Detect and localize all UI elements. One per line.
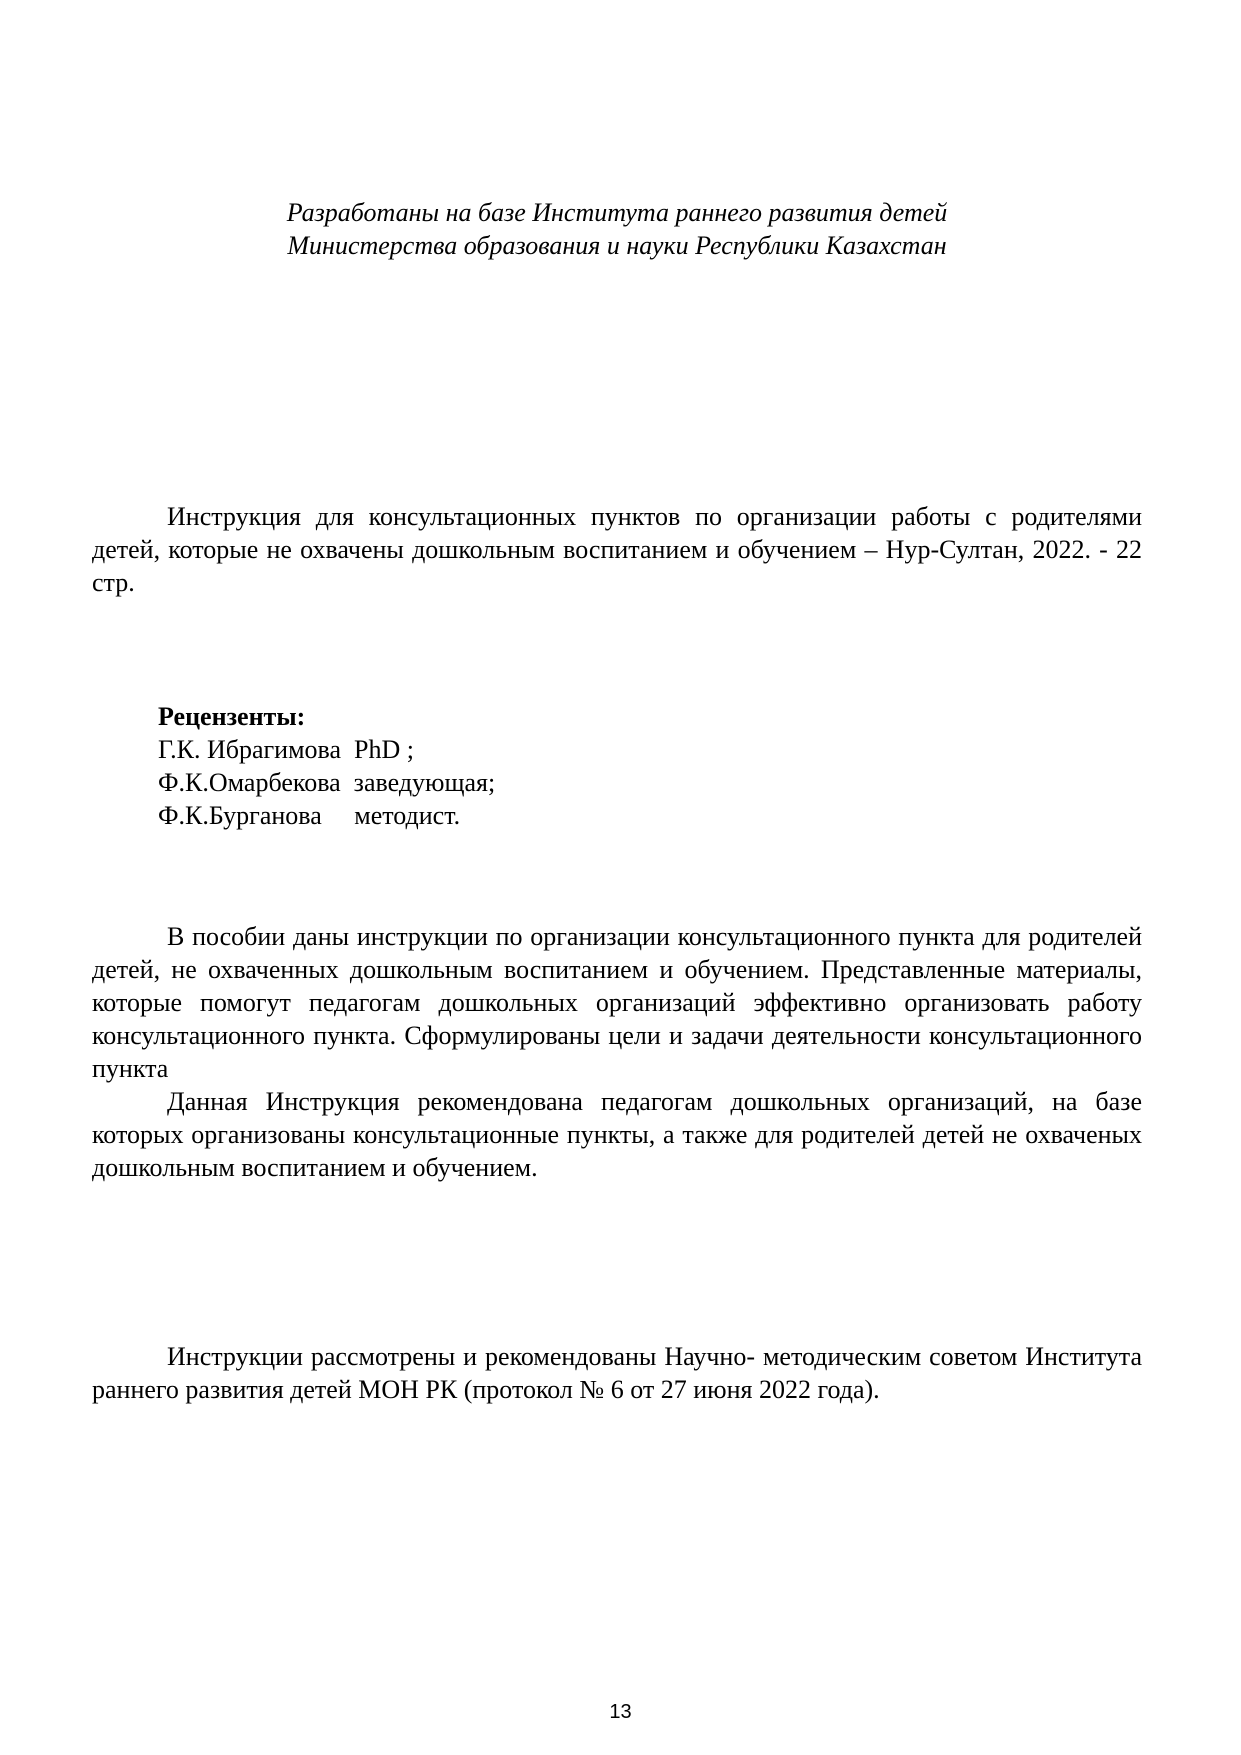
reviewer-item: Г.К. Ибрагимова PhD ; — [158, 735, 414, 764]
reviewers-heading: Рецензенты: — [158, 702, 306, 731]
reviewer-item: Ф.К.Омарбекова заведующая; — [158, 768, 496, 797]
abstract-paragraph: Данная Инструкция рекомендована педагогам дошкольных организаций, на базе которых организованы консультационные пункты, а также для родителей детей не охваченых дошкольным воспитанием и обучением. — [92, 1087, 1142, 1182]
approval-section — [92, 1340, 1142, 1406]
header-line-ministry: Министерства образования и науки Республики Казахстан — [287, 231, 947, 260]
document-header — [92, 196, 1142, 262]
reviewers-section — [158, 700, 958, 832]
citation-text: Инструкция для консультационных пунктов по организации работы с родителями детей, которые не охвачены дошкольным воспитанием и обучением – Нур-Султан, 2022. - 22 стр. — [92, 502, 1142, 597]
page-number: 13 — [609, 1701, 632, 1723]
abstract-section — [92, 920, 1142, 1184]
citation-section — [92, 500, 1142, 599]
header-line-institute: Разработаны на базе Института раннего развития детей — [286, 198, 948, 227]
reviewer-item: Ф.К.Бурганова методист. — [158, 801, 461, 830]
approval-text: Инструкции рассмотрены и рекомендованы Научно- методическим советом Института раннего развития детей МОН РК (протокол № 6 от 27 июня 2022 года). — [92, 1342, 1142, 1404]
abstract-paragraph: В пособии даны инструкции по организации консультационного пункта для родителей детей, не охваченных дошкольным воспитанием и обучением. Представленные материалы, которые помогут педагогам дошкольных организаций эффективно организовать работу консультационного пункта. Сформулированы цели и задачи деятельности консультационного пункта — [92, 922, 1142, 1083]
